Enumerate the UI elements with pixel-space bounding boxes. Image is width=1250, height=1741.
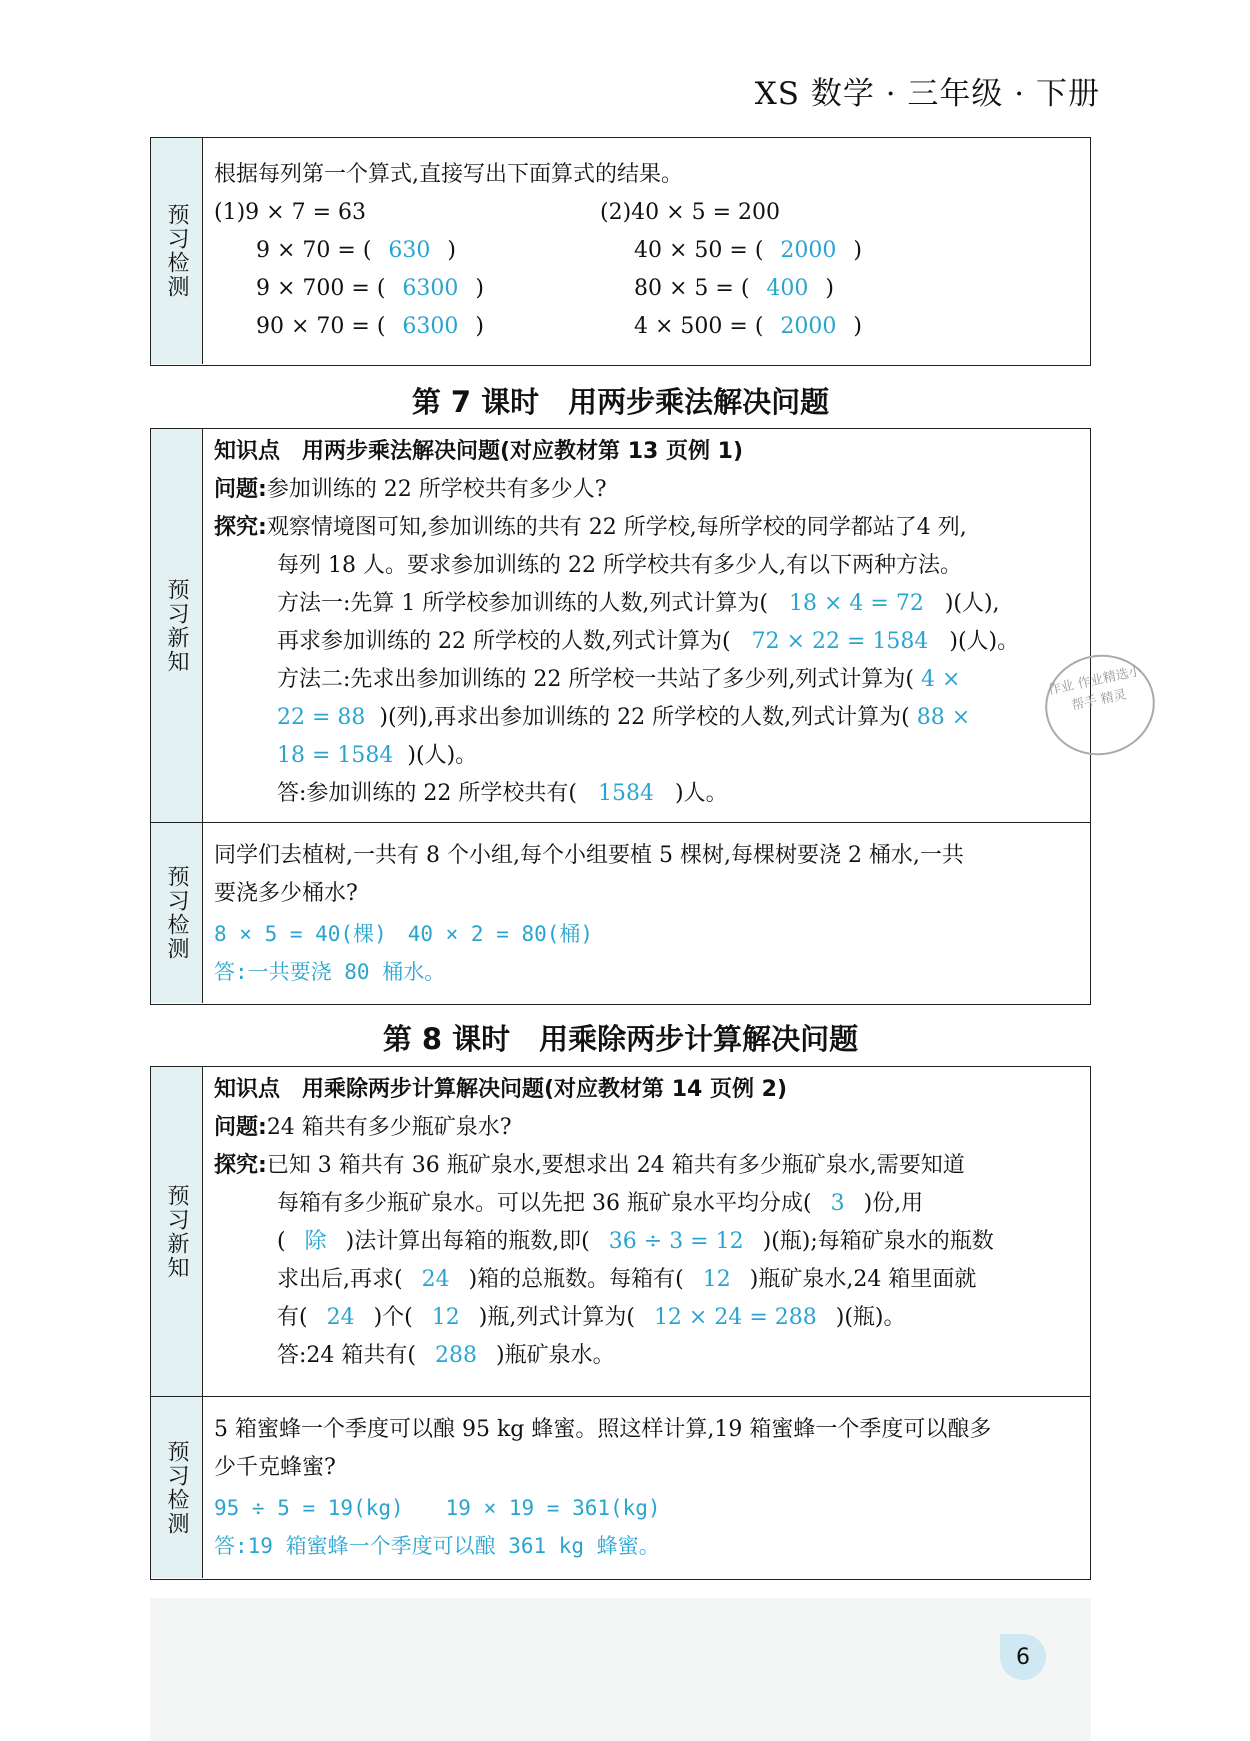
side-label: 预习检测 xyxy=(151,138,203,364)
col1-head: (1)9 × 7 = 63 xyxy=(214,200,366,225)
lesson-8-box: 预习新知 知识点 用乘除两步计算解决问题(对应教材第 14 页例 2) 问题:24 箱共有多少瓶矿泉水? 探究:已知 3 箱共有 36 瓶矿泉水,要想求出 24 箱共有多少瓶矿泉水,需要知道 每箱有多少瓶矿泉水。可以先把 36 瓶矿泉水平均分成( 3 )份,用 ( 除 )法计算出每箱的瓶数,即( 36 ÷ 3 = 12 )(瓶);每箱矿泉水的瓶数 求出后,再求( 24 )箱的总瓶数。每箱有( 12 )瓶矿泉水,24 箱里面就 有( 24 )个( 12 )瓶,列式计算为( 12 × 24 = 288 )(瓶)。 答:24 箱共有( 288 )瓶矿泉水。 预习检测 5 箱蜜蜂一个季度可以酿 95 kg 蜂蜜。照这样计算,19 箱蜜蜂一个季度可以酿多 少千克蜂蜜? 95 ÷ 5 = 19(kg) 19 × 19 = 361(kg) 答:19 箱蜜蜂一个季度可以酿 361 kg 蜂蜜。 xyxy=(150,1066,1091,1580)
knowledge-point: 知识点 用两步乘法解决问题(对应教材第 13 页例 1) xyxy=(214,439,744,464)
handwritten-answer: 答:19 箱蜜蜂一个季度可以酿 361 kg 蜂蜜。 xyxy=(214,1534,660,1558)
lesson-7-box: 预习新知 知识点 用两步乘法解决问题(对应教材第 13 页例 1) 问题:参加训练的 22 所学校共有多少人? 探究:观察情境图可知,参加训练的共有 22 所学校,每所学校的同学都站了4 列, 每列 18 人。要求参加训练的 22 所学校共有多少人,有以下两种方法。 方法一:先算 1 所学校参加训练的人数,列式计算为( 18 × 4 = 72 )(人), 再求参加训练的 22 所学校的人数,列式计算为( 72 × 22 = 1584 )(人)。 方法二:先求出参加训练的 22 所学校一共站了多少列,列式计算为( 4 × 22 = 88 )(列),再求出参加训练的 22 所学校的人数,列式计算为( 88 × 18 = 1584 )(人)。 答:参加训练的 22 所学校共有( 1584 )人。 预习检测 同学们去植树,一共有 8 个小组,每个小组要植 5 棵树,每棵树要浇 2 桶水,一共 要浇多少桶水? 8 × 5 = 40(棵) 40 × 2 = 80(桶) 答:一共要浇 80 桶水。 xyxy=(150,428,1091,1005)
exercise-item: 90 × 70 = ( 6300 ) xyxy=(256,314,485,339)
preview-check-box-0 xyxy=(150,137,1091,366)
exercise-item: 80 × 5 = ( 400 ) xyxy=(634,276,835,301)
check-question: 同学们去植树,一共有 8 个小组,每个小组要植 5 棵树,每棵树要浇 2 桶水,一共 xyxy=(214,843,964,868)
knowledge-point: 知识点 用乘除两步计算解决问题(对应教材第 14 页例 2) xyxy=(214,1077,788,1102)
handwritten-work: 95 ÷ 5 = 19(kg) 19 × 19 = 361(kg) xyxy=(214,1496,661,1520)
instruction: 根据每列第一个算式,直接写出下面算式的结果。 xyxy=(214,162,683,187)
lesson-7-title: 第 7 课时 用两步乘法解决问题 xyxy=(411,385,830,419)
side-label: 预习检测 xyxy=(151,823,203,1003)
col2-head: (2)40 × 5 = 200 xyxy=(600,200,780,225)
side-label: 预习新知 xyxy=(151,1067,203,1396)
page-footer xyxy=(150,1598,1091,1741)
question: 24 箱共有多少瓶矿泉水? xyxy=(266,1115,512,1140)
handwritten-answer: 答:一共要浇 80 桶水。 xyxy=(214,960,446,984)
exercise-item: 4 × 500 = ( 2000 ) xyxy=(634,314,863,339)
question: 参加训练的 22 所学校共有多少人? xyxy=(266,477,607,502)
lesson-8-title: 第 8 课时 用乘除两步计算解决问题 xyxy=(382,1022,859,1056)
exercise-item: 40 × 50 = ( 2000 ) xyxy=(634,238,863,263)
check-question: 5 箱蜜蜂一个季度可以酿 95 kg 蜂蜜。照这样计算,19 箱蜜蜂一个季度可以酿多 xyxy=(214,1417,992,1442)
side-label: 预习检测 xyxy=(151,1397,203,1578)
side-label: 预习新知 xyxy=(151,429,203,822)
handwritten-work: 8 × 5 = 40(棵) 40 × 2 = 80(桶) xyxy=(214,922,594,946)
exercise-item: 9 × 70 = ( 630 ) xyxy=(256,238,457,263)
page-header: XS 数学 · 三年级 · 下册 xyxy=(754,76,1100,112)
page-number: 6 xyxy=(1000,1634,1046,1680)
exercise-item: 9 × 700 = ( 6300 ) xyxy=(256,276,485,301)
homework-stamp: 作业 作业精选小帮手 精灵 xyxy=(1036,645,1164,766)
